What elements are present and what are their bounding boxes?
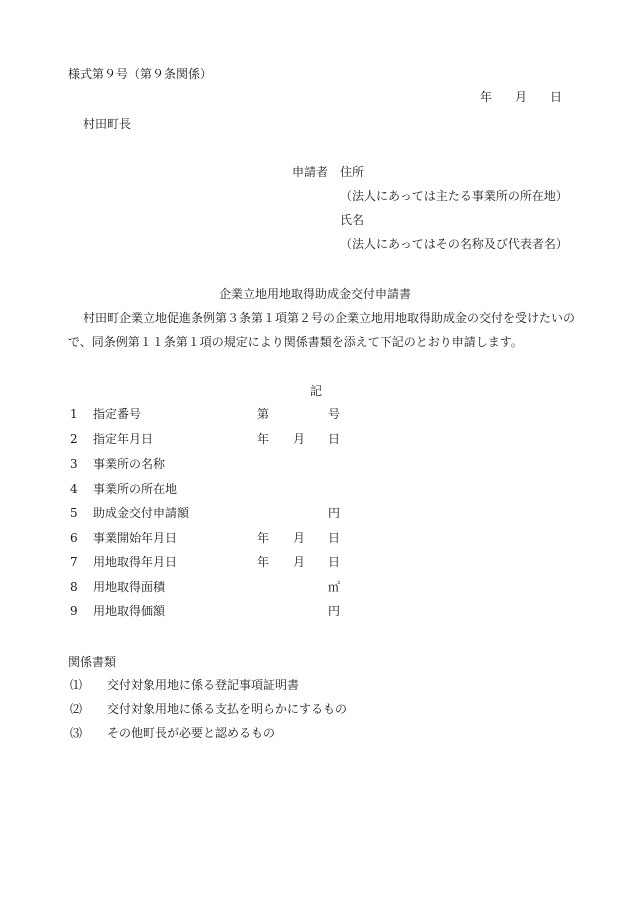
date-year: 年 — [480, 90, 493, 104]
list-item — [0, 726, 630, 740]
list-item — [0, 506, 630, 520]
item-number: 5 — [70, 506, 78, 520]
doc-number: ⑶ — [70, 726, 83, 740]
item-unit-3: 号 — [328, 407, 341, 421]
item-number: 2 — [70, 432, 78, 446]
item-label: 指定年月日 — [93, 432, 154, 446]
list-item — [0, 432, 630, 446]
item-unit-2: 月 — [293, 555, 306, 569]
form-number: 様式第９号（第９条関係） — [68, 67, 213, 81]
list-item — [0, 555, 630, 569]
item-number: 6 — [70, 531, 78, 545]
list-item — [0, 604, 630, 618]
item-unit-1: 年 — [257, 555, 270, 569]
date-month: 月 — [515, 90, 528, 104]
item-unit-3: 日 — [328, 531, 341, 545]
list-item — [0, 457, 630, 471]
doc-label: 交付対象用地に係る登記事項証明書 — [107, 678, 300, 692]
body-line-1: 村田町企業立地促進条例第３条第１項第２号の企業立地用地取得助成金の交付を受けたいの — [83, 311, 576, 325]
list-item — [0, 678, 630, 692]
item-unit-2: 月 — [293, 432, 306, 446]
body-line-2: で、同条例第１１条第１項の規定により関係書類を添えて下記のとおり申請します。 — [68, 335, 523, 349]
related-docs-heading: 関係書類 — [68, 655, 117, 669]
doc-number: ⑵ — [70, 702, 83, 716]
item-unit-3: 日 — [328, 555, 341, 569]
item-number: 3 — [70, 457, 78, 471]
list-item — [0, 531, 630, 545]
item-unit-3: 円 — [328, 506, 341, 520]
item-label: 用地取得価額 — [93, 604, 166, 618]
list-item — [0, 702, 630, 716]
doc-label: その他町長が必要と認めるもの — [107, 726, 276, 740]
applicant-label: 申請者 — [292, 165, 329, 179]
name-label: 氏名 — [340, 213, 365, 227]
item-label: 用地取得面積 — [93, 580, 166, 594]
item-unit-3: ㎡ — [328, 580, 341, 594]
item-unit-3: 円 — [328, 604, 341, 618]
item-label: 助成金交付申請額 — [93, 506, 190, 520]
document-title: 企業立地用地取得助成金交付申請書 — [219, 287, 412, 301]
address-label: 住所 — [340, 165, 365, 179]
item-unit-1: 年 — [257, 531, 270, 545]
item-number: 8 — [70, 580, 78, 594]
doc-label: 交付対象用地に係る支払を明らかにするもの — [107, 702, 348, 716]
ki-heading: 記 — [310, 384, 323, 398]
addressee: 村田町長 — [83, 117, 132, 131]
item-label: 事業所の名称 — [93, 457, 166, 471]
address-note: （法人にあっては主たる事業所の所在地） — [340, 189, 568, 203]
item-label: 事業所の所在地 — [93, 482, 178, 496]
list-item — [0, 407, 630, 421]
item-number: 1 — [70, 407, 78, 421]
item-number: 4 — [70, 482, 78, 496]
item-unit-3: 日 — [328, 432, 341, 446]
item-label: 指定番号 — [93, 407, 142, 421]
item-unit-1: 第 — [257, 407, 270, 421]
date-day: 日 — [550, 90, 563, 104]
item-label: 事業開始年月日 — [93, 531, 178, 545]
list-item — [0, 580, 630, 594]
item-number: 7 — [70, 555, 78, 569]
name-note: （法人にあってはその名称及び代表者名） — [340, 237, 568, 251]
list-item — [0, 482, 630, 496]
item-unit-2: 月 — [293, 531, 306, 545]
doc-number: ⑴ — [70, 678, 83, 692]
item-label: 用地取得年月日 — [93, 555, 178, 569]
item-unit-1: 年 — [257, 432, 270, 446]
item-number: 9 — [70, 604, 78, 618]
